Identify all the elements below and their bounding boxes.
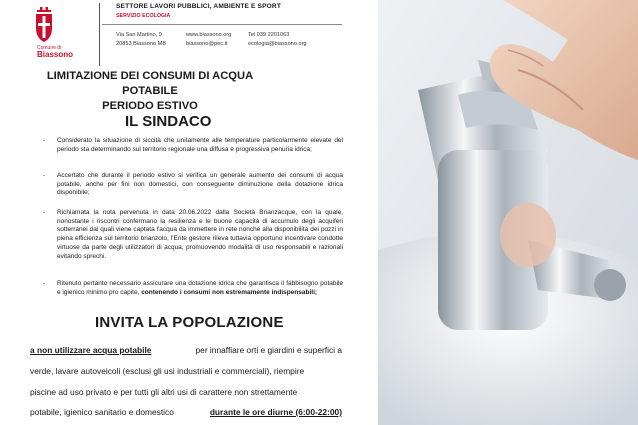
department-name: SETTORE LAVORI PUBBLICI, AMBIENTE E SPORT [116,3,282,10]
municipality-name: Comune di Biassono [37,45,74,60]
bullet-drought-situation: - Considerato la situazione di siccità che unitamente alle temperature particolarmente elevate del periodo sta determinando sul territorio regionale una diffusa e progressiva penuria idrica; [57,137,343,154]
body-line-3: piscine ad uso privato e per tutti gli altri usi di carattere non strettamente [30,387,298,397]
bullet-brianzacque-note: - Richiamata la nota pervenuta in data 20.06.2022 dalla Società Brianzacque, con la quale, nonostante i riscontri confermano la resilienza e le buone capacità di accumulo degli acquiferi sotterranei dai quali viene captata l'acqua da immettere in rete nonché alla disponibilità dei pozzi in piena efficienza sul territorio brianzolo, l'Ente gestore rileva tuttavia opportuno incentivare condotte virtuose da parte degli utilizzatori di acqua, promuovendo modalità di uso responsabili e razionali evitando sprechi. [57,209,343,261]
service-name: SERVIZIO ECOLOGIA [116,13,171,19]
faucet-hand-photo [378,0,638,425]
notice-title: LIMITAZIONE DEI CONSUMI DI ACQUA POTABILE PERIODO ESTIVO [46,70,254,112]
body-line-4: potabile, igienico sanitario e domestico durante le ore diurne (6:00-22:00) [30,407,342,417]
phone-and-email: Tel 039 2201063 ecologia@biassono.org [248,32,307,47]
web-and-pec: www.biassono.org biassono@pec.it [186,32,232,47]
bullet-summer-consumption: - Accertato che durante il periodo estivo si verifica un generale aumento dei consumi di acqua potabile, anche per fini non domestici, con conseguente diminuzione della dotazione idrica disponibile; [57,172,343,198]
body-line-1: a non utilizzare acqua potabile per innaffiare orti e giardini e superfici a [30,345,342,355]
letterhead-rule [102,24,342,25]
daytime-hours-highlight: durante le ore diurne (6:00-22:00) [209,407,342,417]
bullet-water-supply: - Ritenuto pertanto necessario assicurare una dotazione idrica che garantisca il fabbisogno potabile e igienico minimo pro capite, contenendo i consumi non estremamente indispensabili; [57,280,343,297]
body-line-2: verde, lavare autoveicoli (esclusi gli usi industriali e commerciali), riempire [30,366,305,376]
invita-heading: INVITA LA POPOLAZIONE [95,314,284,331]
mayor-heading: IL SINDACO [125,113,212,130]
municipal-coat-of-arms-logo [28,6,60,72]
prohibition-highlight: a non utilizzare acqua potabile [30,345,152,355]
postal-address: Via San Martino, 9 20853 Biassono MB [116,32,167,47]
letterhead-divider [99,3,100,66]
